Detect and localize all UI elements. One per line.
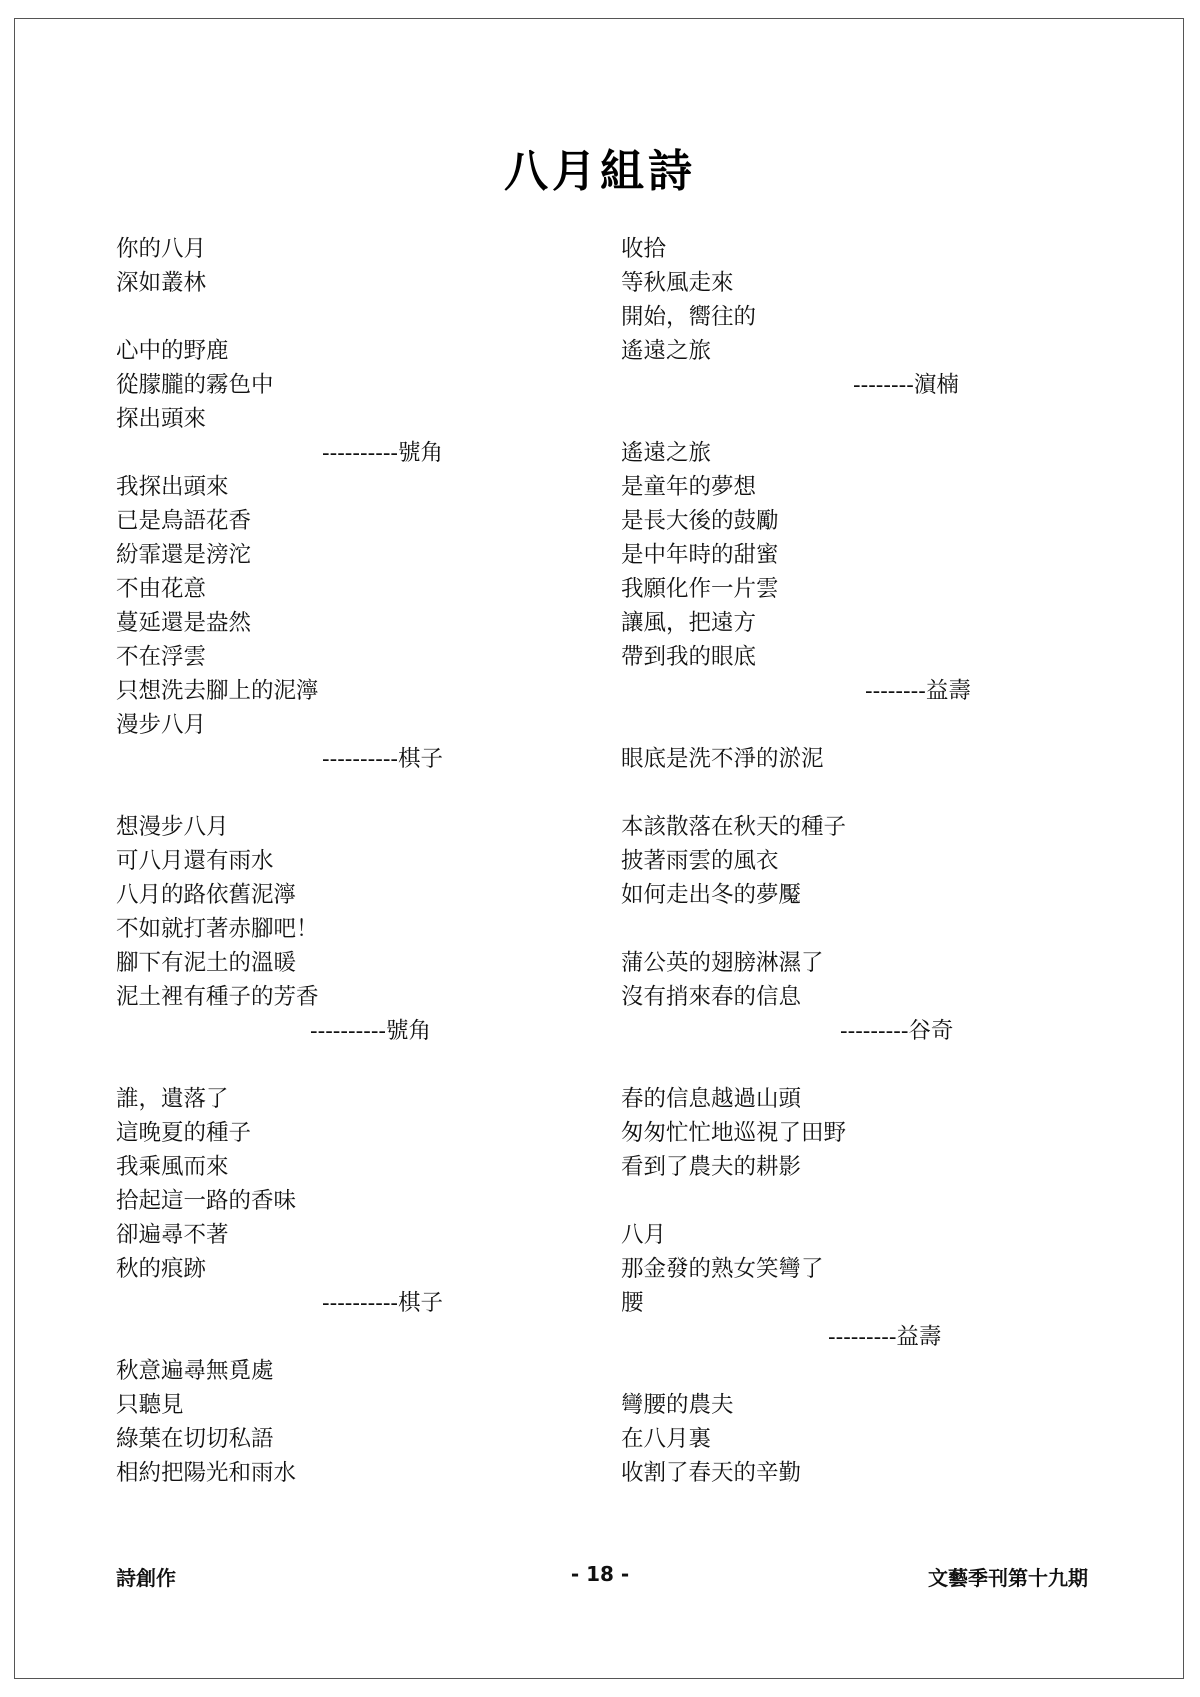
poem-line: 收割了春天的辛勤 (621, 1460, 802, 1486)
poem-line: 蔓延還是盎然 (116, 610, 252, 636)
poem-line: 看到了農夫的耕影 (621, 1154, 802, 1180)
poem-signature: ----------棋子 (322, 746, 444, 772)
poem-line: 是中年時的甜蜜 (621, 542, 779, 568)
poem-title: 八月組詩 (504, 146, 696, 197)
poem-line: 等秋風走來 (621, 270, 734, 296)
poem-line: 收拾 (621, 236, 667, 262)
poem-line: 蒲公英的翅膀淋濕了 (621, 950, 824, 976)
poem-line: 沒有捎來春的信息 (621, 984, 802, 1010)
poem-line: 你的八月 (116, 236, 207, 262)
poem-signature: --------濵楠 (853, 372, 959, 398)
poem-line: 秋意遍尋無覓處 (116, 1358, 274, 1384)
poem-line: 心中的野鹿 (116, 338, 229, 364)
poem-signature: ----------號角 (310, 1018, 432, 1044)
poem-signature: ---------谷奇 (840, 1018, 954, 1044)
poem-line: 探出頭來 (116, 406, 207, 432)
poem-line: 拾起這一路的香味 (116, 1188, 297, 1214)
poem-line: 開始，嚮往的 (621, 304, 757, 330)
poem-line: 不如就打著赤腳吧！ (116, 916, 319, 942)
poem-signature: ----------棋子 (322, 1290, 444, 1316)
poem-line: 這晚夏的種子 (116, 1120, 252, 1146)
poem-line: 秋的痕跡 (116, 1256, 207, 1282)
poem-line: 披著雨雲的風衣 (621, 848, 779, 874)
poem-signature: ----------號角 (322, 440, 444, 466)
poem-line: 只想洗去腳上的泥濘 (116, 678, 319, 704)
poem-line: 春的信息越過山頭 (621, 1086, 802, 1112)
poem-line: 是長大後的鼓勵 (621, 508, 779, 534)
poem-line: 如何走出冬的夢魘 (621, 882, 802, 908)
poem-line: 是童年的夢想 (621, 474, 757, 500)
poem-line: 匆匆忙忙地巡視了田野 (621, 1120, 847, 1146)
poem-line: 誰，遺落了 (116, 1086, 229, 1112)
footer-section-label: 詩創作 (116, 1566, 176, 1590)
poem-line: 眼底是洗不淨的淤泥 (621, 746, 824, 772)
poem-line: 那金發的熟女笑彎了 (621, 1256, 824, 1282)
poem-line: 綠葉在切切私語 (116, 1426, 274, 1452)
poem-line: 想漫步八月 (116, 814, 229, 840)
poem-line: 從朦朧的霧色中 (116, 372, 274, 398)
poem-line: 我乘風而來 (116, 1154, 229, 1180)
poem-line: 不由花意 (116, 576, 207, 602)
poem-line: 泥土裡有種子的芳香 (116, 984, 319, 1010)
poem-line: 在八月裏 (621, 1426, 712, 1452)
poem-line: 可八月還有雨水 (116, 848, 274, 874)
poem-signature: ---------益壽 (828, 1324, 942, 1350)
poem-line: 彎腰的農夫 (621, 1392, 734, 1418)
poem-line: 腳下有泥土的溫暖 (116, 950, 297, 976)
poem-line: 已是鳥語花香 (116, 508, 252, 534)
poem-line: 深如叢林 (116, 270, 207, 296)
poem-line: 只聽見 (116, 1392, 184, 1418)
poem-line: 帶到我的眼底 (621, 644, 757, 670)
poem-line: 腰 (621, 1290, 644, 1316)
poem-line: 讓風，把遠方 (621, 610, 757, 636)
poem-line: 相約把陽光和雨水 (116, 1460, 297, 1486)
poem-line: 八月的路依舊泥濘 (116, 882, 297, 908)
poem-line: 漫步八月 (116, 712, 207, 738)
poem-line: 本該散落在秋天的種子 (621, 814, 847, 840)
poem-line: 我願化作一片雲 (621, 576, 779, 602)
footer-page-number: - 18 - (570, 1562, 630, 1586)
poem-line: 我探出頭來 (116, 474, 229, 500)
poem-line: 卻遍尋不著 (116, 1222, 229, 1248)
poem-line: 遙遠之旅 (621, 338, 712, 364)
poem-line: 紛霏還是滂沱 (116, 542, 252, 568)
poem-line: 八月 (621, 1222, 667, 1248)
poem-line: 遙遠之旅 (621, 440, 712, 466)
footer-issue-label: 文藝季刊第十九期 (928, 1566, 1088, 1590)
poem-line: 不在浮雲 (116, 644, 207, 670)
poem-signature: --------益壽 (865, 678, 971, 704)
